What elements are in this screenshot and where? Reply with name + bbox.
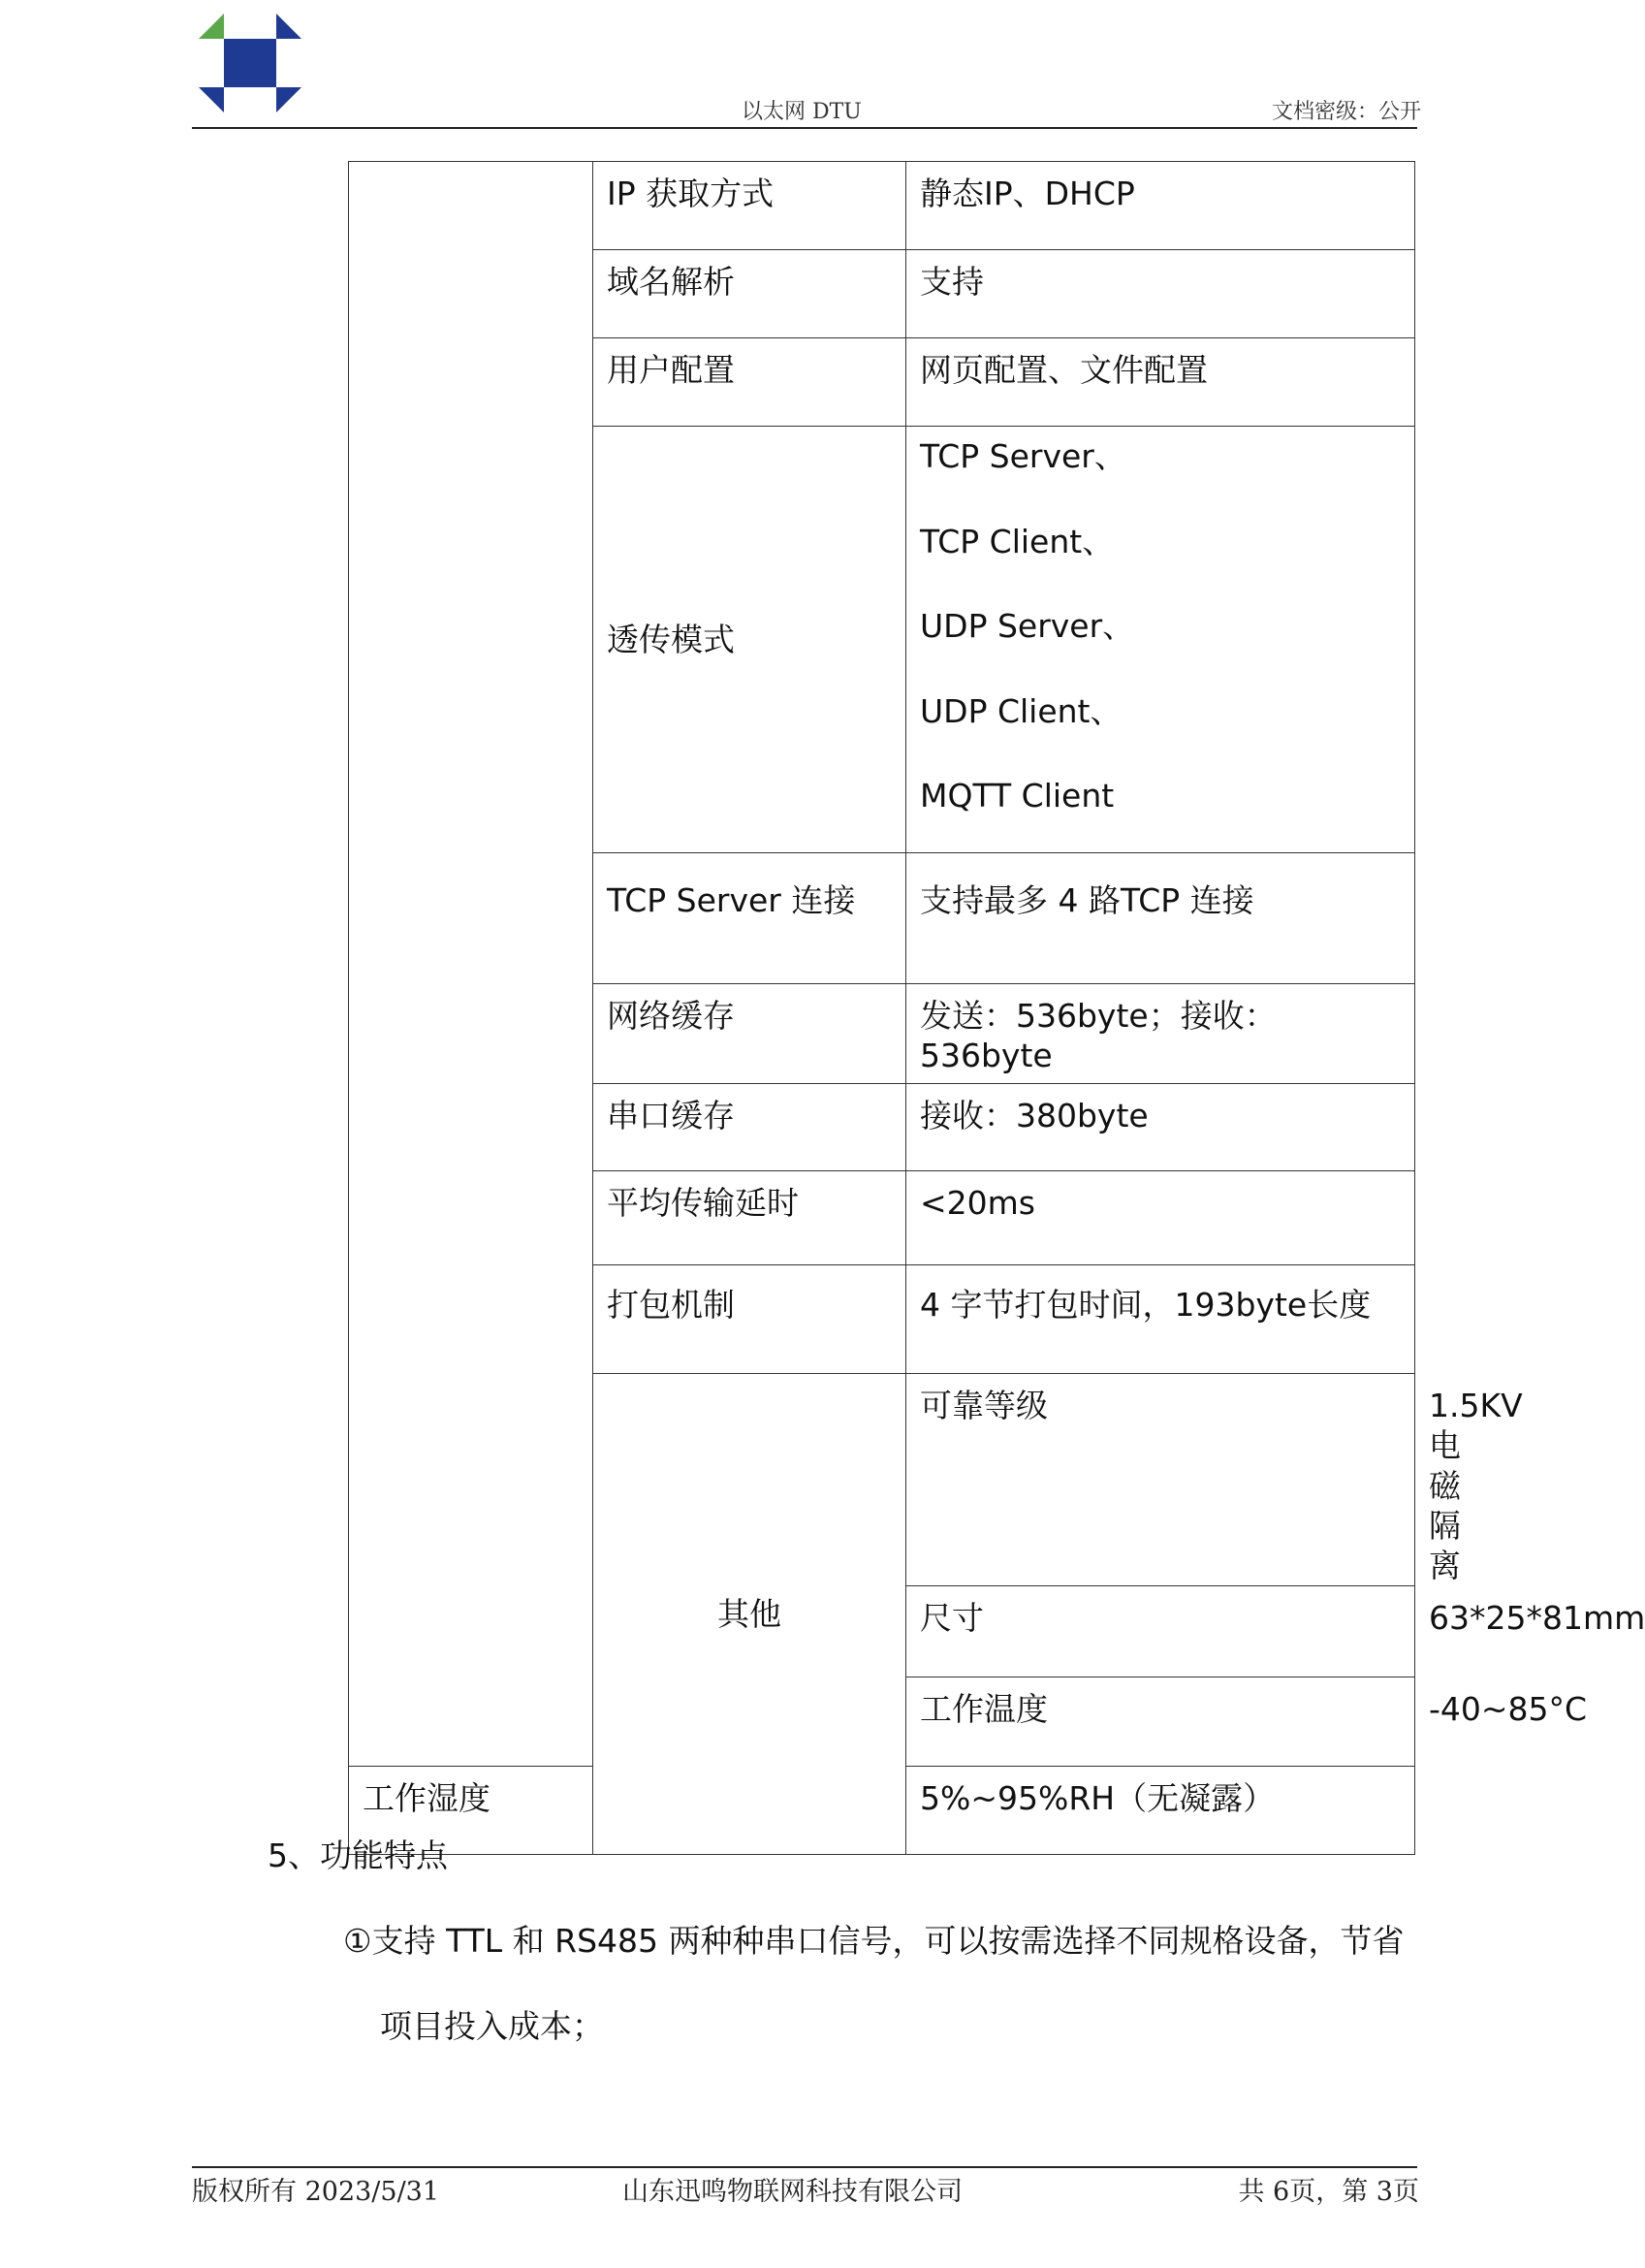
param-cell: IP 获取方式 — [593, 162, 906, 250]
value-cell: <20ms — [906, 1171, 1415, 1265]
param-cell: 尺寸 — [906, 1586, 1415, 1677]
document-title: 以太网 DTU — [742, 100, 862, 124]
param-cell: 打包机制 — [593, 1265, 906, 1374]
value-cell: 支持最多 4 路TCP 连接 — [906, 853, 1415, 984]
table-row: 其他 可靠等级 1.5KV 电磁隔离 — [349, 1374, 1415, 1586]
list-item: TCP Server、 — [920, 437, 1126, 475]
param-cell: 可靠等级 — [906, 1374, 1415, 1586]
list-item: UDP Server、 — [920, 607, 1135, 645]
value-cell-modes — [906, 427, 1415, 853]
param-cell: 工作温度 — [906, 1677, 1415, 1767]
param-cell: 串口缓存 — [593, 1084, 906, 1171]
table-row: 尺寸 63*25*81mm — [349, 1586, 1415, 1677]
footer-company: 山东迅鸣物联网科技有限公司 — [622, 2177, 963, 2207]
value-cell: 发送：536byte；接收：536byte — [906, 984, 1415, 1084]
param-cell: 平均传输延时 — [593, 1171, 906, 1265]
value-cell: 支持 — [906, 250, 1415, 338]
feature-text-line: ①支持 TTL 和 RS485 两种种串口信号，可以按需选择不同规格设备，节省 — [343, 1922, 1405, 1960]
table-row — [349, 162, 1415, 250]
value-cell: 网页配置、文件配置 — [906, 338, 1415, 427]
param-cell: 域名解析 — [593, 250, 906, 338]
group-cell-other: 其他 — [593, 1374, 906, 1855]
footer-copyright: 版权所有 2023/5/31 — [192, 2177, 440, 2207]
param-cell: 网络缓存 — [593, 984, 906, 1084]
spec-table — [348, 161, 1645, 1855]
param-cell: 透传模式 — [593, 427, 906, 853]
value-cell: 4 字节打包时间，193byte长度 — [906, 1265, 1415, 1374]
footer-rule — [192, 2166, 1417, 2168]
list-item: UDP Client、 — [920, 691, 1123, 730]
value-cell: 5%~95%RH（无凝露） — [906, 1767, 1415, 1855]
classification-label: 文档密级：公开 — [1271, 100, 1421, 124]
group-cell-network — [349, 162, 593, 1767]
section-heading: 5、功能特点 — [268, 1837, 448, 1874]
value-cell: 静态IP、DHCP — [906, 162, 1415, 250]
value-cell: 接收：380byte — [906, 1084, 1415, 1171]
company-logo — [199, 14, 301, 112]
list-item: MQTT Client — [920, 777, 1115, 815]
mode-list — [920, 427, 1401, 851]
footer-page-info: 共 6页，第 3页 — [1238, 2177, 1419, 2207]
param-cell: 工作湿度 — [349, 1767, 593, 1855]
list-item: TCP Client、 — [920, 522, 1115, 560]
param-cell: 用户配置 — [593, 338, 906, 427]
feature-text-line: 项目投入成本； — [380, 2007, 604, 2045]
header-rule — [192, 127, 1417, 129]
table-row: 工作温度 -40~85°C — [349, 1677, 1415, 1767]
param-cell: TCP Server 连接 — [593, 853, 906, 984]
